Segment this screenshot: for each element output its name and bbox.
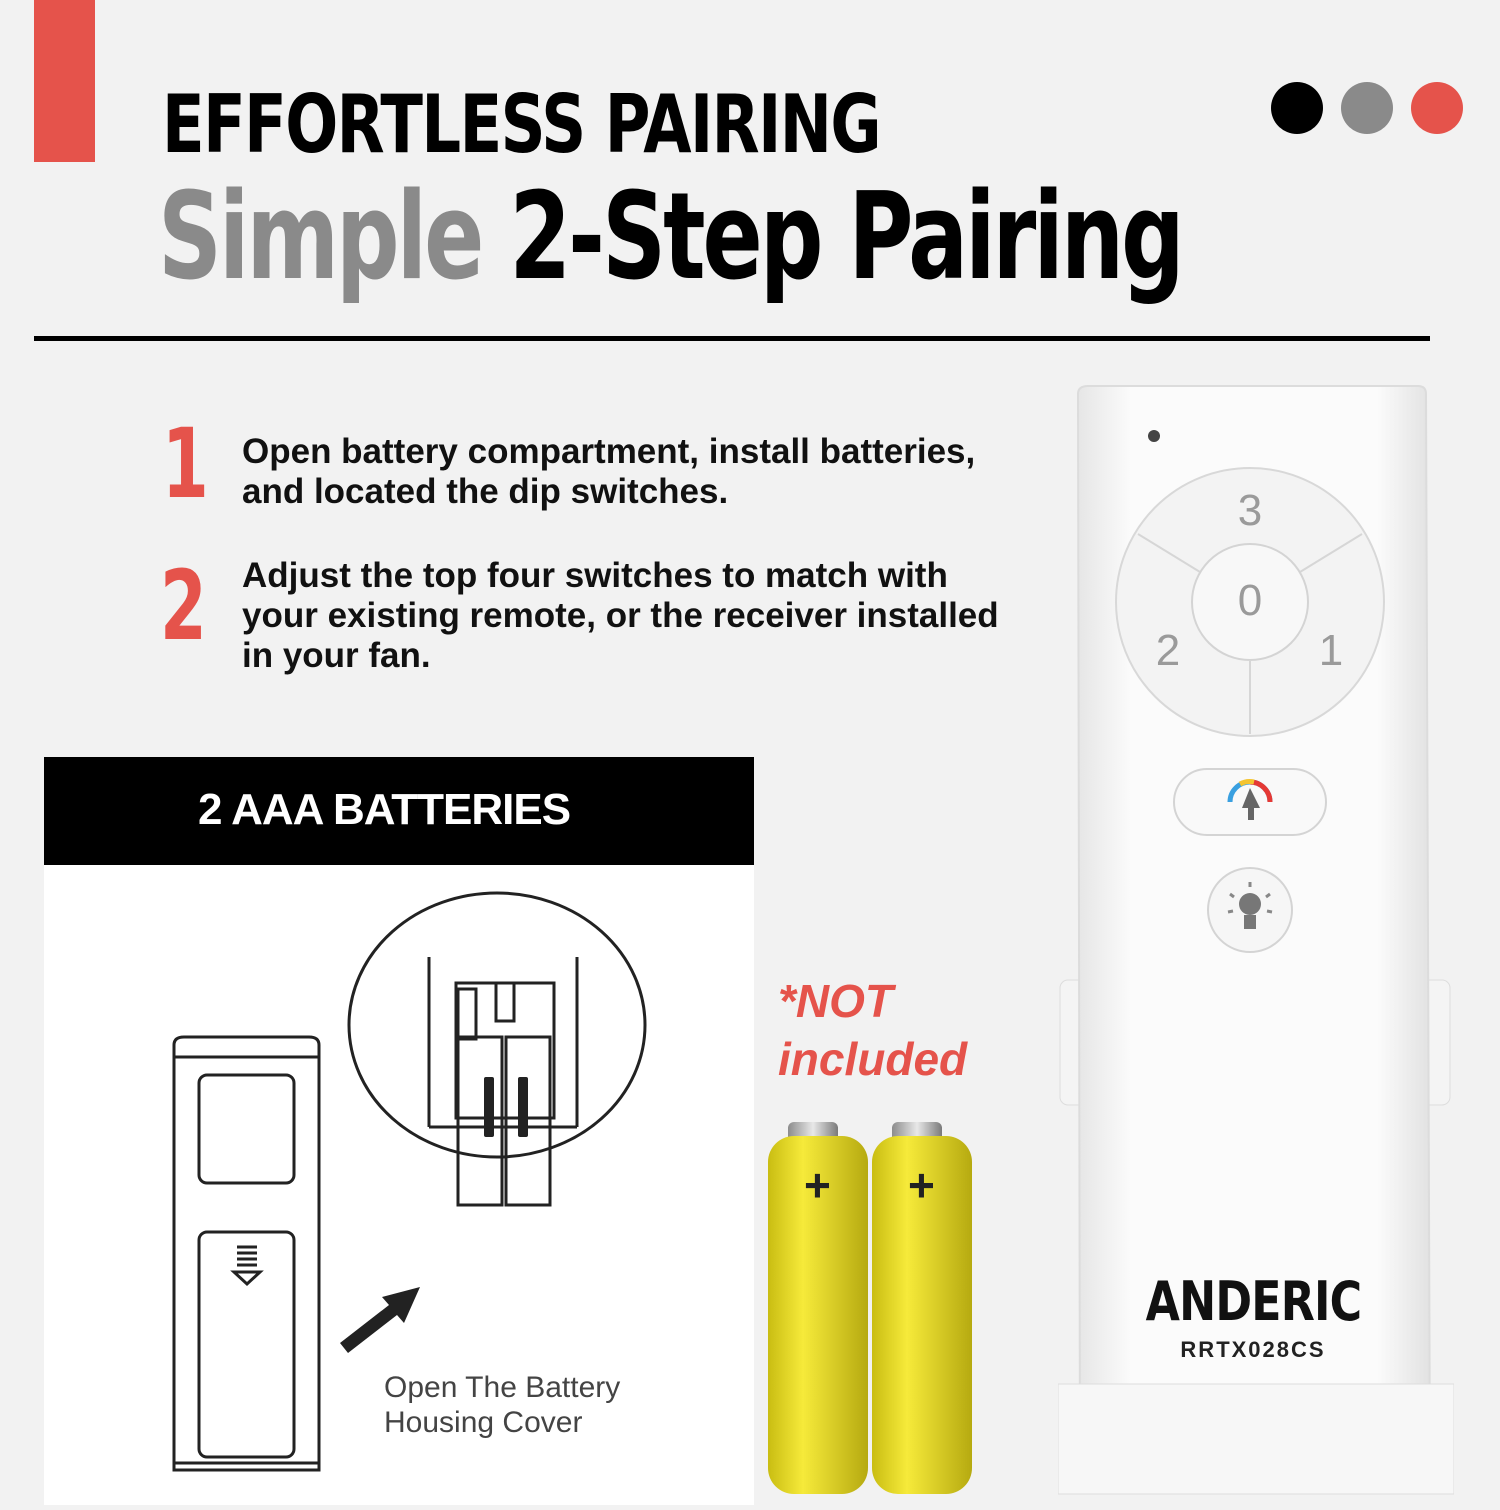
speed-3-button[interactable]: 3 — [1237, 486, 1263, 535]
batteries-panel-title: 2 AAA BATTERIES — [44, 757, 754, 865]
brand-logo — [1080, 1270, 1426, 1333]
not-included-note: *NOT included — [778, 975, 968, 1085]
battery-plus-right: + — [908, 1159, 935, 1211]
headline-gray: Simple — [158, 168, 482, 307]
speed-2-button[interactable]: 2 — [1155, 626, 1181, 675]
battery-plus-left: + — [804, 1159, 831, 1211]
color-dot-black[interactable] — [1271, 82, 1323, 134]
battery-icon — [766, 1118, 986, 1500]
step-2-number: 2 — [160, 550, 207, 662]
step-1-text: Open battery compartment, install batteries, and located the dip switches. — [242, 432, 976, 511]
color-dot-red[interactable] — [1411, 82, 1463, 134]
speed-1-button[interactable]: 1 — [1318, 626, 1344, 675]
illustration-caption: Open The Battery Housing Cover — [384, 1371, 621, 1439]
fan-off-button[interactable]: 0 — [1237, 576, 1263, 625]
light-button[interactable] — [1208, 868, 1292, 952]
accent-bar — [34, 0, 95, 162]
divider — [34, 336, 1430, 341]
headline-black: 2-Step Pairing — [509, 168, 1182, 307]
color-temperature-button[interactable] — [1174, 769, 1326, 835]
eyebrow-title: EFFORTLESS PAIRING — [162, 78, 881, 171]
color-dot-gray[interactable] — [1341, 82, 1393, 134]
page-title — [158, 168, 1182, 307]
model-number: RRTX028CS — [1180, 1337, 1326, 1362]
step-1-number: 1 — [162, 408, 209, 520]
aaa-batteries — [766, 1118, 986, 1500]
step-2-text: Adjust the top four switches to match with your existing remote, or the receiver installed in your fan. — [242, 556, 999, 675]
brand-name: ANDERIC — [1145, 1270, 1361, 1333]
